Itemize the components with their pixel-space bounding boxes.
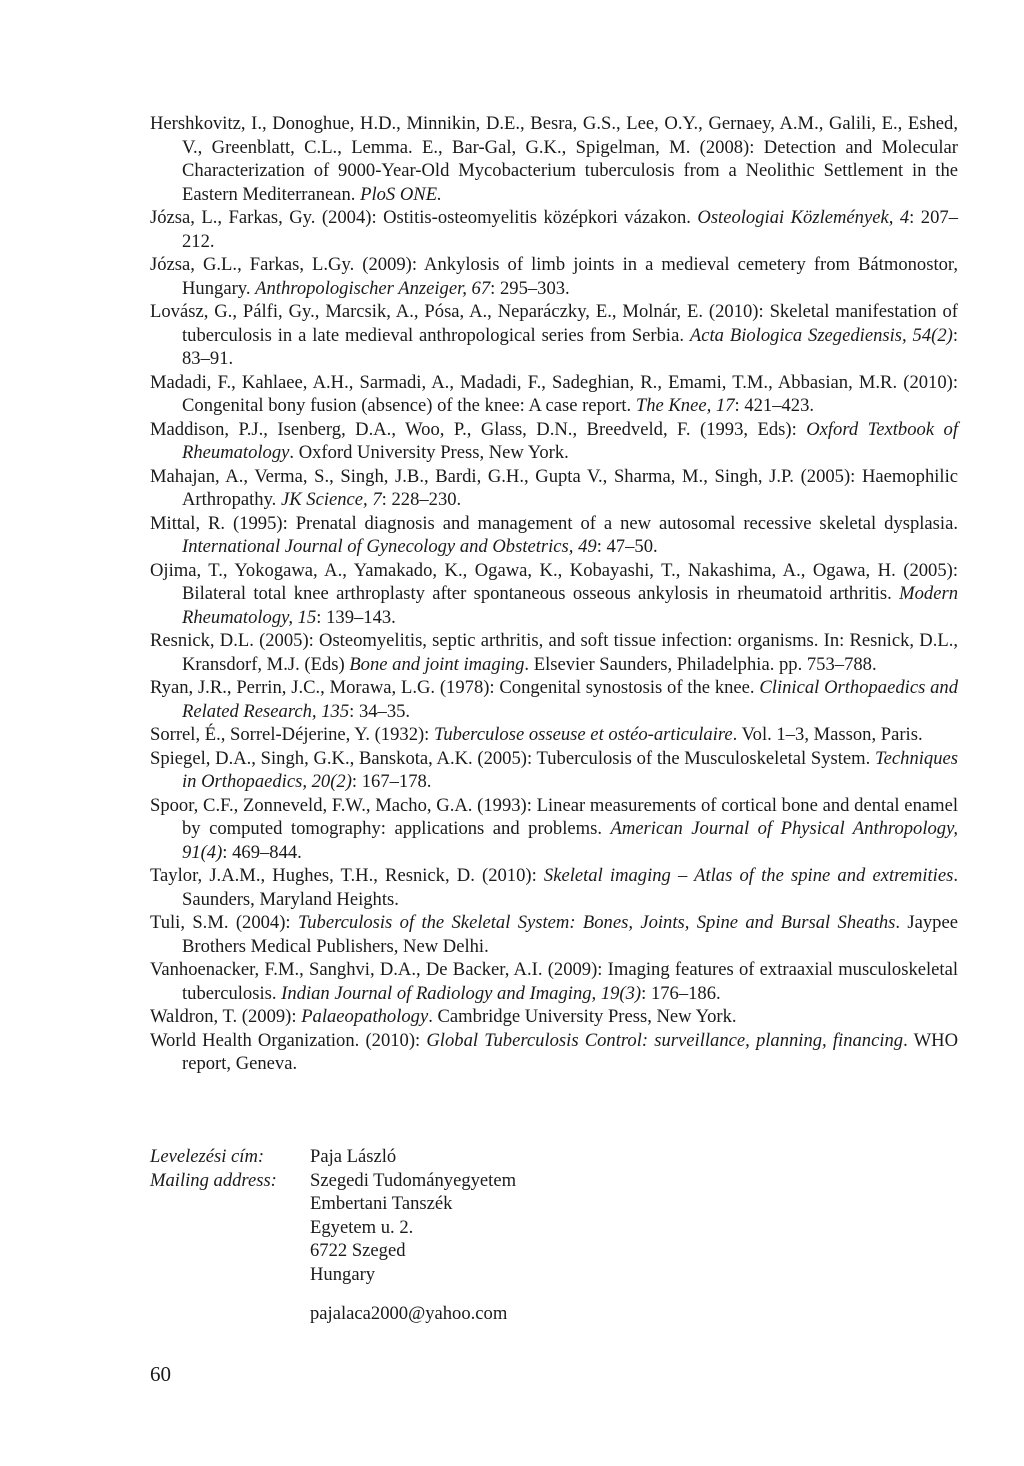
- reference-italic-text: International Journal of Gynecology and Obstetrics, 49: [182, 536, 597, 557]
- reference-text: . WHO report, Geneva.: [182, 1029, 958, 1074]
- mailing-labels: [150, 1145, 310, 1192]
- address-line: Egyetem u. 2.: [310, 1216, 414, 1238]
- reference-entry: [150, 958, 958, 1005]
- reference-text: Ojima, T., Yokogawa, A., Yamakado, K., Ogawa, K., Kobayashi, T., Nakashima, A., Ogawa, H. (2005): Bilateral total knee arthroplasty after spontaneous osseous ankylosis in rheumatoid arthritis.: [150, 559, 958, 604]
- reference-text: : 83–91.: [182, 324, 958, 369]
- reference-entry: [150, 465, 958, 512]
- reference-italic-text: Tuberculosis of the Skeletal System: Bones, Joints, Spine and Bursal Sheaths: [297, 912, 896, 933]
- reference-text: . Jaypee Brothers Medical Publishers, New Delhi.: [182, 912, 958, 957]
- reference-text: . Elsevier Saunders, Philadelphia. pp. 753–788.: [524, 653, 877, 675]
- reference-text: Madadi, F., Kahlaee, A.H., Sarmadi, A., Madadi, F., Sadeghian, R., Emami, T.M., Abbasian, M.R. (2010): Congenital bony fusion (absence) of the knee: A case report.: [150, 371, 958, 416]
- address-line: 6722 Szeged: [310, 1240, 406, 1261]
- reference-text: Hershkovitz, I., Donoghue, H.D., Minnikin, D.E., Besra, G.S., Lee, O.Y., Gernaey, A.M., Galili, E., Eshed, V., Greenblatt, C.L., Lemma. E., Bar-Gal, G.K., Spigelman, M. (2008): Detection and Molecular Characterization of 9000-Year-Old Mycobacterium tuberculosis from a Neolithic Settlement in the Eastern Mediterranean.: [150, 113, 958, 205]
- reference-text: Taylor, J.A.M., Hughes, T.H., Resnick, D. (2010):: [150, 865, 544, 886]
- reference-text: Spiegel, D.A., Singh, G.K., Banskota, A.K. (2005): Tuberculosis of the Musculoskeletal System.: [150, 747, 876, 769]
- reference-entry: [150, 747, 958, 794]
- reference-text: Vanhoenacker, F.M., Sanghvi, D.A., De Backer, A.I. (2009): Imaging features of extraaxial musculoskeletal tuberculosis.: [150, 959, 958, 1004]
- reference-text: . Vol. 1–3, Masson, Paris.: [732, 724, 923, 745]
- reference-italic-text: Palaeopathology: [301, 1006, 429, 1027]
- reference-text: Ryan, J.R., Perrin, J.C., Morawa, L.G. (1978): Congenital synostosis of the knee.: [150, 677, 760, 698]
- reference-entry: [150, 300, 958, 371]
- reference-italic-text: Anthropologischer Anzeiger, 67: [255, 277, 491, 299]
- mailing-label-hungarian: Levelezési cím:: [150, 1146, 265, 1167]
- reference-entry: [150, 371, 958, 418]
- reference-text: : 34–35.: [349, 700, 411, 722]
- mailing-label-english: Mailing address:: [150, 1169, 277, 1191]
- reference-italic-text: PloS ONE.: [360, 183, 442, 205]
- reference-text: Waldron, T. (2009):: [150, 1006, 302, 1027]
- reference-italic-text: JK Science, 7: [280, 489, 382, 510]
- reference-italic-text: Indian Journal of Radiology and Imaging, 19(3): [281, 982, 642, 1004]
- reference-text: : 228–230.: [381, 489, 462, 510]
- reference-text: . Oxford University Press, New York.: [289, 442, 569, 463]
- reference-text: Józsa, L., Farkas, Gy. (2004): Ostitis-osteomyelitis középkori vázakon.: [150, 207, 698, 228]
- reference-italic-text: The Knee, 17: [635, 395, 735, 416]
- reference-entry: [150, 1029, 958, 1076]
- page-number: 60: [150, 1362, 171, 1386]
- reference-text: : 139–143.: [316, 606, 396, 628]
- reference-entry: [150, 629, 958, 676]
- reference-text: Mittal, R. (1995): Prenatal diagnosis and management of a new autosomal recessive skeletal dysplasia.: [150, 512, 958, 534]
- reference-text: . Saunders, Maryland Heights.: [182, 865, 958, 910]
- reference-text: Mahajan, A., Verma, S., Singh, J.B., Bardi, G.H., Gupta V., Sharma, M., Singh, J.P. (2005): Haemophilic Arthropathy.: [150, 465, 958, 510]
- reference-text: : 207–212.: [182, 207, 958, 252]
- reference-text: Józsa, G.L., Farkas, L.Gy. (2009): Ankylosis of limb joints in a medieval cemetery from Bátmonostor, Hungary.: [150, 254, 958, 299]
- reference-italic-text: Oxford Textbook of Rheumatology: [182, 418, 958, 463]
- reference-italic-text: Techniques in Orthopaedics, 20(2): [182, 747, 958, 792]
- reference-entry: [150, 864, 958, 911]
- address-line: Embertani Tanszék: [310, 1193, 453, 1214]
- reference-entry: [150, 418, 958, 465]
- reference-italic-text: Clinical Orthopaedics and Related Research, 135: [182, 677, 958, 722]
- reference-italic-text: Modern Rheumatology, 15: [182, 583, 958, 628]
- reference-entry: [150, 911, 958, 958]
- email-address: pajalaca2000@yahoo.com: [310, 1303, 508, 1324]
- reference-text: : 167–178.: [351, 771, 432, 792]
- reference-text: Tuli, S.M. (2004):: [150, 912, 298, 933]
- reference-text: : 421–423.: [734, 395, 815, 416]
- author-name: Paja László: [310, 1146, 397, 1167]
- reference-text: Maddison, P.J., Isenberg, D.A., Woo, P., Glass, D.N., Breedveld, F. (1993, Eds):: [150, 418, 807, 440]
- reference-entry: [150, 512, 958, 559]
- reference-entry: [150, 723, 958, 747]
- reference-text: Lovász, G., Pálfi, Gy., Marcsik, A., Pósa, A., Neparáczky, E., Molnár, E. (2010): Skeletal manifestation of tuberculosis in a late medieval anthropological series from Serbia.: [150, 301, 958, 346]
- reference-italic-text: Osteologiai Közlemények, 4: [697, 207, 910, 228]
- address-line: Szegedi Tudományegyetem: [310, 1169, 517, 1191]
- reference-entry: [150, 559, 958, 630]
- reference-entry: [150, 253, 958, 300]
- reference-italic-text: Global Tuberculosis Control: surveillance, planning, financing: [426, 1029, 904, 1051]
- reference-text: : 469–844.: [222, 841, 302, 863]
- reference-text: World Health Organization. (2010):: [150, 1029, 427, 1051]
- reference-text: Sorrel, É., Sorrel-Déjerine, Y. (1932):: [150, 724, 434, 745]
- reference-text: : 295–303.: [490, 277, 570, 299]
- reference-entry: [150, 794, 958, 865]
- mailing-address: [310, 1145, 710, 1326]
- reference-entry: [150, 112, 958, 206]
- reference-italic-text: American Journal of Physical Anthropology, 91(4): [182, 818, 958, 863]
- reference-entry: [150, 1005, 958, 1029]
- reference-italic-text: Skeletal imaging – Atlas of the spine and extremities: [543, 865, 954, 886]
- reference-text: Spoor, C.F., Zonneveld, F.W., Macho, G.A. (1993): Linear measurements of cortical bone and dental enamel by computed tomography: applications and problems.: [150, 794, 958, 839]
- reference-italic-text: Tuberculose osseuse et ostéo-articulaire: [434, 724, 733, 745]
- reference-italic-text: Bone and joint imaging: [349, 653, 525, 675]
- reference-text: . Cambridge University Press, New York.: [428, 1006, 737, 1027]
- reference-text: Resnick, D.L. (2005): Osteomyelitis, septic arthritis, and soft tissue infection: organisms. In: Resnick, D.L., Kransdorf, M.J. (Eds): [150, 630, 958, 675]
- reference-list: [150, 112, 958, 1076]
- address-line: Hungary: [310, 1263, 376, 1285]
- reference-entry: [150, 676, 958, 723]
- reference-text: : 47–50.: [596, 536, 658, 557]
- reference-text: : 176–186.: [641, 982, 721, 1004]
- reference-entry: [150, 206, 958, 253]
- reference-italic-text: Acta Biologica Szegediensis, 54(2): [689, 324, 953, 346]
